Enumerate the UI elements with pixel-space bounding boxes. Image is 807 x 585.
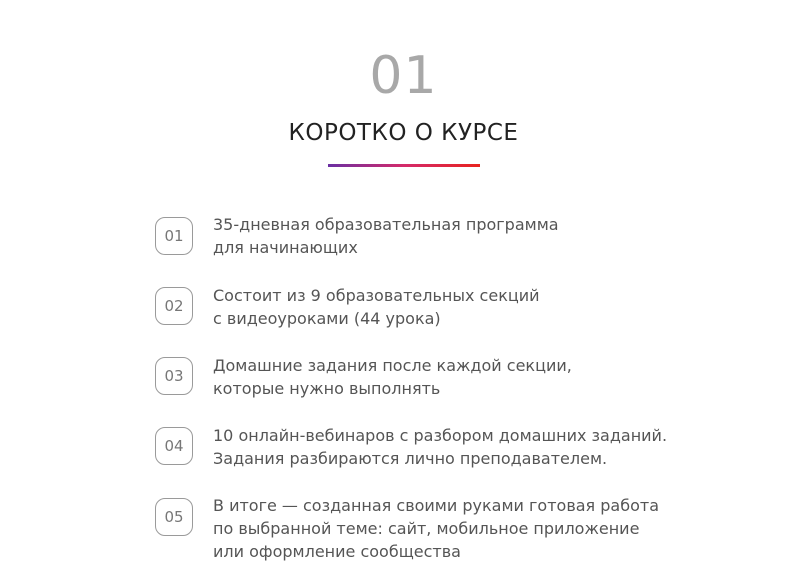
item-number-badge: 02 <box>155 287 193 325</box>
section-number: 01 <box>369 46 438 106</box>
item-line: Задания разбираются лично преподавателем. <box>213 449 608 468</box>
item-number-badge: 04 <box>155 427 193 465</box>
item-number-badge: 05 <box>155 498 193 536</box>
item-text <box>213 494 793 563</box>
item-text <box>213 284 793 330</box>
item-line: которые нужно выполнять <box>213 379 441 398</box>
item-text <box>213 424 793 470</box>
title-underline <box>328 164 480 167</box>
item-line: 10 онлайн-вебинаров с разбором домашних заданий. <box>213 426 668 445</box>
item-number-badge: 03 <box>155 357 193 395</box>
item-line: Состоит из 9 образовательных секций <box>213 286 540 305</box>
item-line: с видеоуроками (44 урока) <box>213 309 441 328</box>
item-line: В итоге — созданная своими руками готовая работа <box>213 496 659 515</box>
section-title: КОРОТКО О КУРСЕ <box>288 120 519 146</box>
item-text <box>213 213 793 259</box>
item-line: Домашние задания после каждой секции, <box>213 356 572 375</box>
item-line: по выбранной теме: сайт, мобильное приложение <box>213 519 640 538</box>
item-line: 35-дневная образовательная программа <box>213 215 559 234</box>
item-number-badge: 01 <box>155 217 193 255</box>
item-line: или оформление сообщества <box>213 542 461 561</box>
item-text <box>213 354 793 400</box>
item-line: для начинающих <box>213 238 358 257</box>
